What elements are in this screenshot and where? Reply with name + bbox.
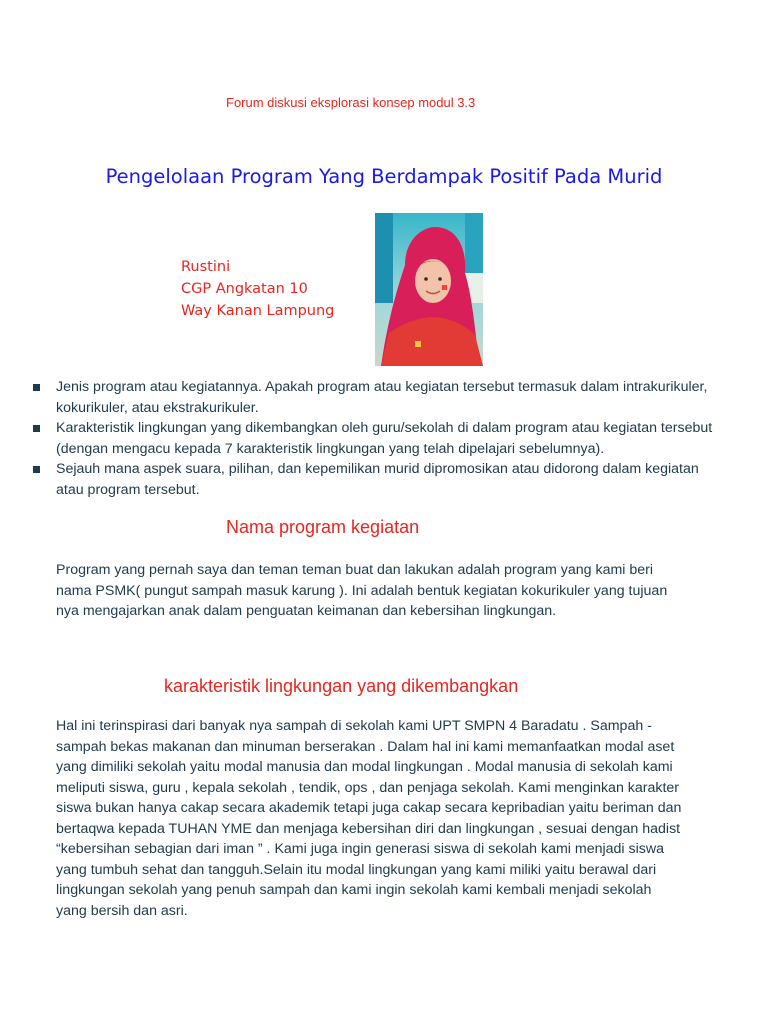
section-body-program-name: Program yang pernah saya dan teman teman buat dan lakukan adalah program yang kami beri nama PSMK( pungut sampah masuk karung ). Ini adalah bentuk kegiatan kokurikuler yang tujuan nya mengajarkan anak dalam penguatan keimanan dan kebersihan lingkungan. [56, 562, 668, 619]
page-title: Pengelolaan Program Yang Berdampak Positif Pada Murid [105, 165, 663, 188]
list-item: Jenis program atau kegiatannya. Apakah program atau kegiatan tersebut termasuk dalam intrakurikuler, kokurikuler, atau ekstrakurikuler. [33, 377, 713, 418]
list-item: Karakteristik lingkungan yang dikembangkan oleh guru/sekolah di dalam program atau kegiatan tersebut (dengan mengacu kepada 7 karakteristik lingkungan yang telah dipelajari sebelumnya). [33, 418, 713, 459]
author-name: Rustini [181, 259, 231, 275]
square-bullet-icon [33, 425, 40, 432]
bullet-list [33, 377, 713, 500]
author-location: Way Kanan Lampung [181, 303, 335, 319]
author-block [181, 256, 334, 322]
section-title-environment: karakteristik lingkungan yang dikembangkan [164, 676, 519, 696]
author-cohort: CGP Angkatan 10 [181, 281, 308, 297]
section-body-environment: Hal ini terinspirasi dari banyak nya sampah di sekolah kami UPT SMPN 4 Baradatu . Sampah - sampah bekas makanan dan minuman berserakan . Dalam hal ini kami memanfaatkan modal aset yang dimiliki sekolah yaitu modal manusia dan modal lingkungan . Modal manusia di sekolah kami meliputi siswa, guru , kepala sekolah , tendik, ops , dan penjaga sekolah. Kami menginkan karakter siswa bukan hanya cakap secara akademik tetapi juga cakap secara kepribadian yaitu beriman dan bertaqwa kepada TUHAN YME dan menjaga kebersihan diri dan lingkungan , sesuai dengan hadist “kebersihan sebagian dari iman ” . Kami juga ingin generasi siswa di sekolah kami menjadi siswa yang tumbuh sehat dan tangguh.Selain itu modal lingkungan yang kami miliki yaitu berawal dari lingkungan sekolah yang penuh sampah dan kami ingin sekolah kami kembali menjadi sekolah yang bersih dan asri. [56, 718, 682, 919]
list-item: Sejauh mana aspek suara, pilihan, dan kepemilikan murid dipromosikan atau didorong dalam kegiatan atau program tersebut. [33, 459, 713, 500]
forum-title: Forum diskusi eksplorasi konsep modul 3.3 [226, 95, 476, 110]
section-title-program-name: Nama program kegiatan [226, 517, 420, 537]
square-bullet-icon [33, 384, 40, 391]
square-bullet-icon [33, 466, 40, 473]
author-photo [375, 213, 483, 366]
